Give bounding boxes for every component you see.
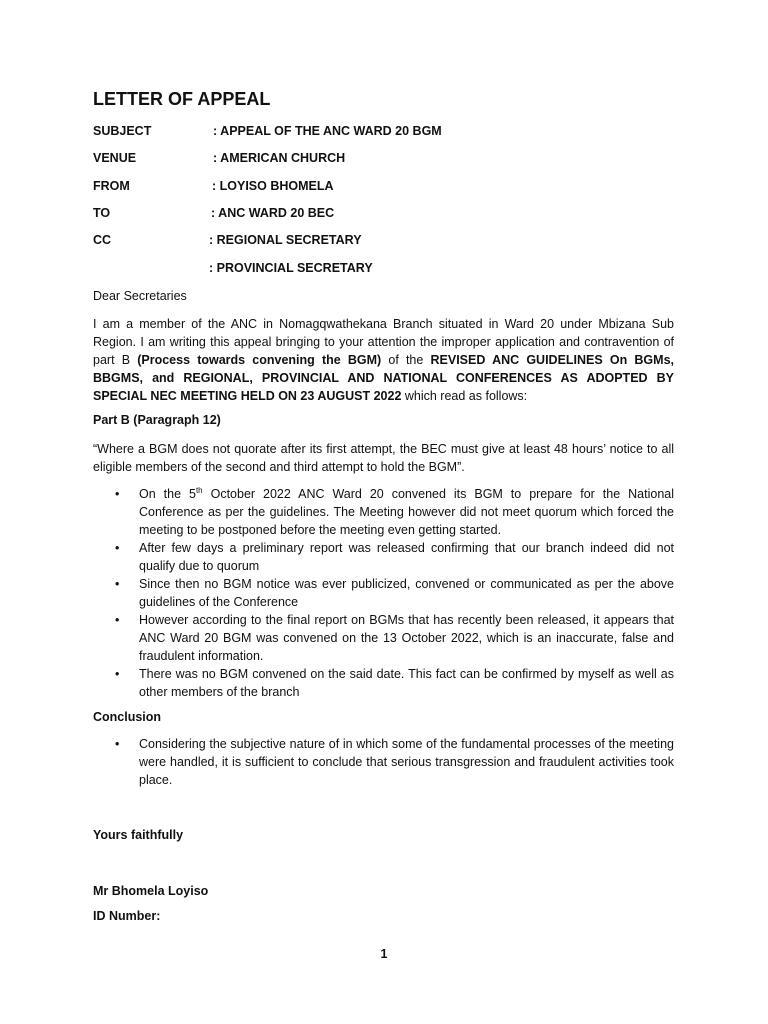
conclusion-text: Considering the subjective nature of in which some of the fundamental processes of the meeting were handled, it is sufficient to conclude that serious transgression and fraudulent activities took place. xyxy=(139,737,674,787)
to-value: : ANC WARD 20 BEC xyxy=(211,206,335,220)
signatory-name: Mr Bhomela Loyiso xyxy=(93,884,209,898)
intro-bold-guidelines: REVISED ANC GUIDELINES On BGMs, BBGMS, and REGIONAL, PROVINCIAL AND NATIONAL CONFERENCES AS ADOPTED BY SPECIAL NEC MEETING HELD ON 23 AUGUST 2022 xyxy=(93,353,674,403)
subject-label: SUBJECT xyxy=(93,124,152,138)
from-label: FROM xyxy=(93,179,130,193)
findings-list xyxy=(93,485,674,701)
bullet-1-pre: On the 5 xyxy=(139,487,196,501)
bullet-icon: • xyxy=(115,613,120,627)
list-item xyxy=(93,611,674,665)
bullet-1-post: October 2022 ANC Ward 20 convened its BGM to prepare for the National Conference as per the guidelines. The Meeting however did not meet quorum which forced the meeting to be postponed before the meeting even getting started. xyxy=(139,487,675,537)
cc-label: CC xyxy=(93,233,112,247)
intro-bold-process: (Process towards convening the BGM) xyxy=(137,353,382,367)
bullet-icon: • xyxy=(115,667,120,681)
intro-text-e: which read as follows: xyxy=(401,389,528,403)
subject-value: : APPEAL OF THE ANC WARD 20 BGM xyxy=(213,124,442,138)
list-item xyxy=(93,575,674,611)
bullet-4-text: However according to the final report on BGMs that has recently been released, it appears that ANC Ward 20 BGM was convened on the 13 October 2022, which is an inaccurate, false and fraudulent information. xyxy=(139,613,674,663)
conclusion-heading: Conclusion xyxy=(93,710,162,724)
letter-title: LETTER OF APPEAL xyxy=(93,89,271,109)
list-item xyxy=(93,485,674,539)
bullet-2-text: After few days a preliminary report was released confirming that our branch indeed did not qualify due to quorum xyxy=(139,541,674,573)
venue-value: : AMERICAN CHURCH xyxy=(213,151,346,165)
part-b-heading: Part B (Paragraph 12) xyxy=(93,413,221,427)
list-item xyxy=(93,665,674,701)
guideline-quote: “Where a BGM does not quorate after its first attempt, the BEC must give at least 48 hours’ notice to all eligible members of the second and third attempt to hold the BGM”. xyxy=(93,442,674,474)
bullet-3-text: Since then no BGM notice was ever publicized, convened or communicated as per the above guidelines of the Conference xyxy=(139,577,674,609)
bullet-1-sup: th xyxy=(195,485,203,495)
conclusion-list xyxy=(93,735,674,789)
cc-value-regional: : REGIONAL SECRETARY xyxy=(209,233,362,247)
from-value: : LOYISO BHOMELA xyxy=(212,179,334,193)
intro-paragraph xyxy=(93,315,674,405)
intro-text-a: I am a member of the ANC in Nomagqwathekana Branch situated in Ward 20 under Mbizana Sub Region. I am writing this appeal bringing to your attention the improper application and contravention of part B xyxy=(93,317,674,367)
list-item xyxy=(93,539,674,575)
venue-label: VENUE xyxy=(93,151,137,165)
salutation: Dear Secretaries xyxy=(93,289,187,303)
id-number-label: ID Number: xyxy=(93,909,161,923)
closing: Yours faithfully xyxy=(93,828,184,842)
bullet-5-text: There was no BGM convened on the said date. This fact can be confirmed by myself as well as other members of the branch xyxy=(139,667,674,699)
bullet-icon: • xyxy=(115,577,120,591)
list-item xyxy=(93,735,674,789)
to-label: TO xyxy=(93,206,111,220)
bullet-icon: • xyxy=(115,541,120,555)
page-number: 1 xyxy=(380,947,388,961)
intro-text-c: of the xyxy=(381,353,431,367)
cc-value-provincial: : PROVINCIAL SECRETARY xyxy=(209,261,373,275)
bullet-icon: • xyxy=(115,737,120,751)
bullet-icon: • xyxy=(115,487,120,501)
